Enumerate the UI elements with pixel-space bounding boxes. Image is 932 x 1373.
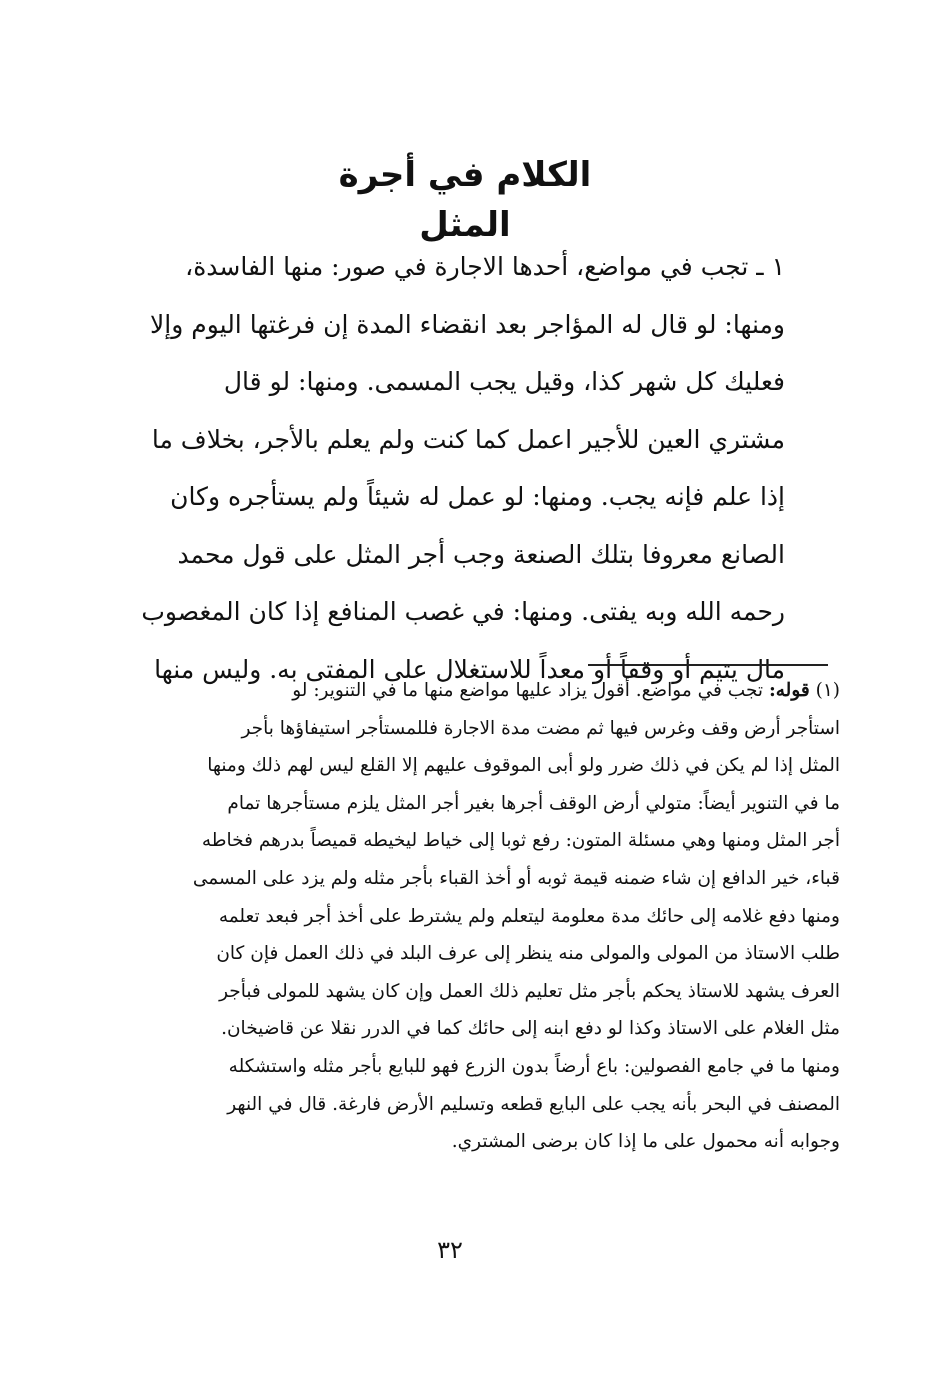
footnote-block bbox=[80, 672, 840, 1161]
footnote-line: طلب الاستاذ من المولى والمولى منه ينظر إلى عرف البلد في ذلك العمل فإن كان bbox=[216, 943, 840, 965]
main-text-line: إذا علم فإنه يجب. ومنها: لو عمل له شيئاً ولم يستأجره وكان bbox=[170, 482, 785, 511]
footnote-line: المصنف في البحر بأنه يجب على البايع قطعه وتسليم الأرض فارغة. قال في النهر bbox=[227, 1093, 840, 1115]
footnote-line: وجوابه أنه محمول على ما إذا كان برضى المشتري. bbox=[451, 1131, 840, 1153]
main-text-line: ومنها: لو قال له المؤاجر بعد انقضاء المدة إن فرغتها اليوم وإلا bbox=[150, 309, 785, 339]
footnote-line: مثل الغلام على الاستاذ وكذا لو دفع ابنه إلى حائك كما في الدرر نقلا عن قاضيخان. bbox=[221, 1018, 840, 1040]
footnote-lead-label: قوله: bbox=[768, 680, 810, 701]
footnote-line: قباء، خير الدافع إن شاء ضمنه قيمة ثوبه أو أخذ القباء بأجر مثله ولم يزد على المسمى bbox=[192, 867, 840, 889]
footnote-line: استأجر أرض وقف وغرس فيها ثم مضت مدة الاجارة فللمستأجر استيفاؤها بأجر bbox=[241, 717, 840, 739]
footnote-line: العرف يشهد للاستاذ يحكم بأجر مثل تعليم ذلك العمل وإن كان يشهد للمولى فبأجر bbox=[219, 980, 840, 1002]
main-text-block bbox=[85, 238, 785, 698]
footnote-line: ومنها دفع غلامه إلى حائك مدة معلومة ليتعلم ولم يشترط على أخذ أجر فبعد تعلمه bbox=[218, 905, 840, 927]
footnote-line: ومنها ما في جامع الفصولين: باع أرضاً بدون الزرع فهو للبايع بأجر مثله واستشكله bbox=[228, 1055, 840, 1077]
main-text-line: فعليك كل شهر كذا، وقيل يجب المسمى. ومنها: لو قال bbox=[223, 367, 785, 396]
footnote-line: ما في التنوير أيضاً: متولي أرض الوقف أجرها بغير أجر المثل يلزم مستأجرها تمام bbox=[227, 792, 840, 814]
main-text-line: الصانع معروفا بتلك الصنعة وجب أجر المثل على قول محمد bbox=[177, 539, 785, 569]
footnote-number: (١) bbox=[815, 680, 840, 701]
footnote-first-line-text: تجب في مواضع. أقول يزاد عليها مواضع منها ما في التنوير: لو bbox=[292, 680, 764, 701]
main-text-line: ١ ـ تجب في مواضع، أحدها الاجارة في صور: منها الفاسدة، bbox=[185, 252, 785, 281]
page-title: الكلام في أجرة المثل bbox=[338, 155, 592, 245]
main-text-line: رحمه الله وبه يفتى. ومنها: في غصب المنافع إذا كان المغصوب bbox=[141, 597, 785, 626]
footnote-first-line bbox=[80, 672, 840, 710]
main-text-line: مشتري العين للأجير اعمل كما كنت ولم يعلم بالأجر، بخلاف ما bbox=[151, 424, 785, 454]
page-number: ٣٢ bbox=[437, 1236, 463, 1264]
footnote-separator bbox=[588, 664, 828, 666]
main-text-line: مال يتيم أو وقفاً أو معداً للاستغلال على المفتى به. وليس منها bbox=[154, 654, 785, 684]
footnote-line: أجر المثل ومنها وهي مسئلة المتون: رفع ثوبا إلى خياط ليخيطه قميصاً بدرهم فخاطه bbox=[201, 830, 840, 852]
footnote-line: المثل إذا لم يكن في ذلك ضرر ولو أبى الموقوف عليهم إلا القلع ليس لهم ذلك ومنها bbox=[207, 755, 840, 777]
